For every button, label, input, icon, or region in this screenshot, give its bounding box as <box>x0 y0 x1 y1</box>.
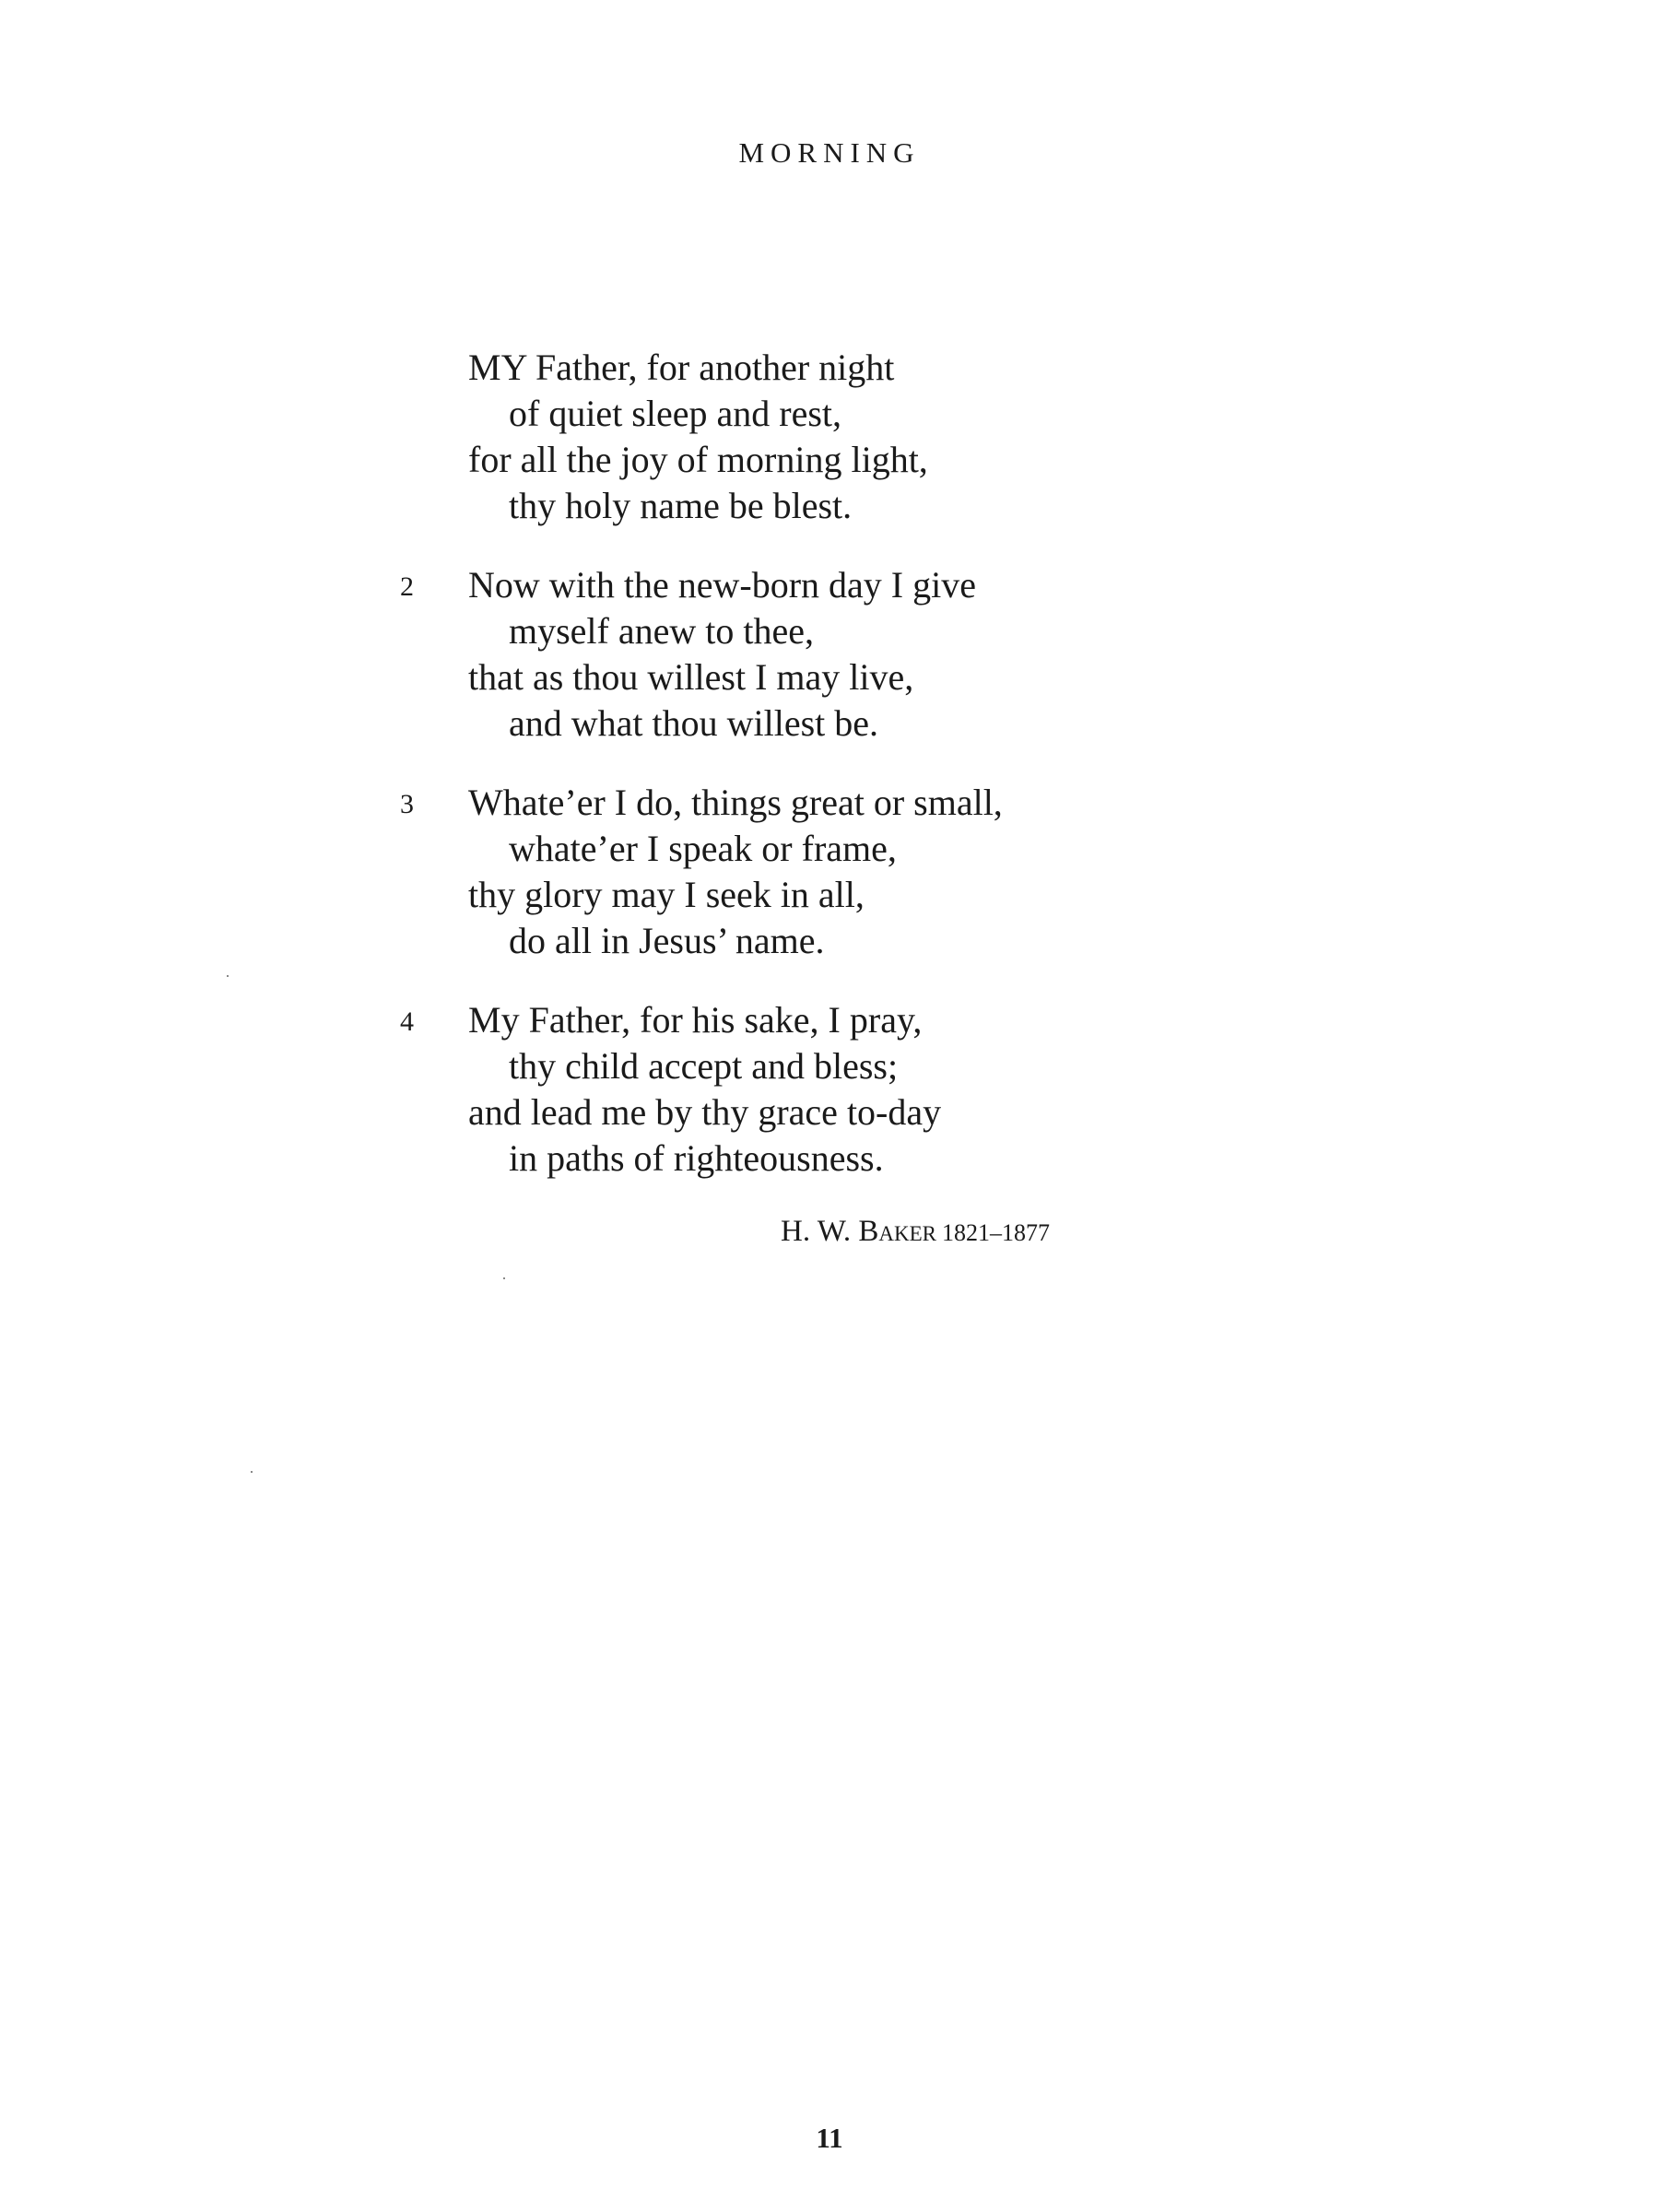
verse-line: myself anew to thee, <box>509 610 814 652</box>
verse-line: Whate’er I do, things great or small, <box>468 782 1003 823</box>
verse-number: 4 <box>400 1006 414 1037</box>
verse-line: do all in Jesus’ name. <box>509 920 825 961</box>
running-head: MORNING <box>738 136 921 169</box>
verse-1 <box>400 345 1230 529</box>
verse-line: whate’er I speak or frame, <box>509 828 897 869</box>
verse-line: Now with the new-born day I give <box>468 564 976 606</box>
verse-line: for all the joy of morning light, <box>468 439 928 480</box>
verse-line: and lead me by thy grace to-day <box>468 1091 942 1133</box>
author-surname: Baker <box>858 1215 936 1248</box>
verse-number: 2 <box>400 571 414 602</box>
scan-speck <box>251 1471 253 1473</box>
verse-line: that as thou willest I may live, <box>468 656 914 698</box>
author-initials: H. W. <box>781 1215 859 1248</box>
verse-line: of quiet sleep and rest, <box>509 393 841 434</box>
verse-line: MY Father, for another night <box>468 347 895 388</box>
verse-2 <box>400 562 1230 747</box>
scan-speck <box>503 1277 505 1279</box>
verse-number: 3 <box>400 789 414 819</box>
verse-line: thy child accept and bless; <box>509 1045 899 1087</box>
author-dates: 1821–1877 <box>941 1219 1050 1246</box>
verse-4 <box>400 997 1230 1182</box>
verse-3 <box>400 780 1230 964</box>
verse-line: thy glory may I seek in all, <box>468 874 865 915</box>
author-attribution <box>781 1215 1050 1249</box>
scan-speck <box>227 975 229 977</box>
hymn-text <box>400 345 1230 1215</box>
verse-line: and what thou willest be. <box>509 702 879 744</box>
verse-line: in paths of righteousness. <box>509 1137 884 1179</box>
verse-line: thy holy name be blest. <box>509 485 853 526</box>
verse-line: My Father, for his sake, I pray, <box>468 999 923 1041</box>
page-number: 11 <box>816 2122 843 2154</box>
